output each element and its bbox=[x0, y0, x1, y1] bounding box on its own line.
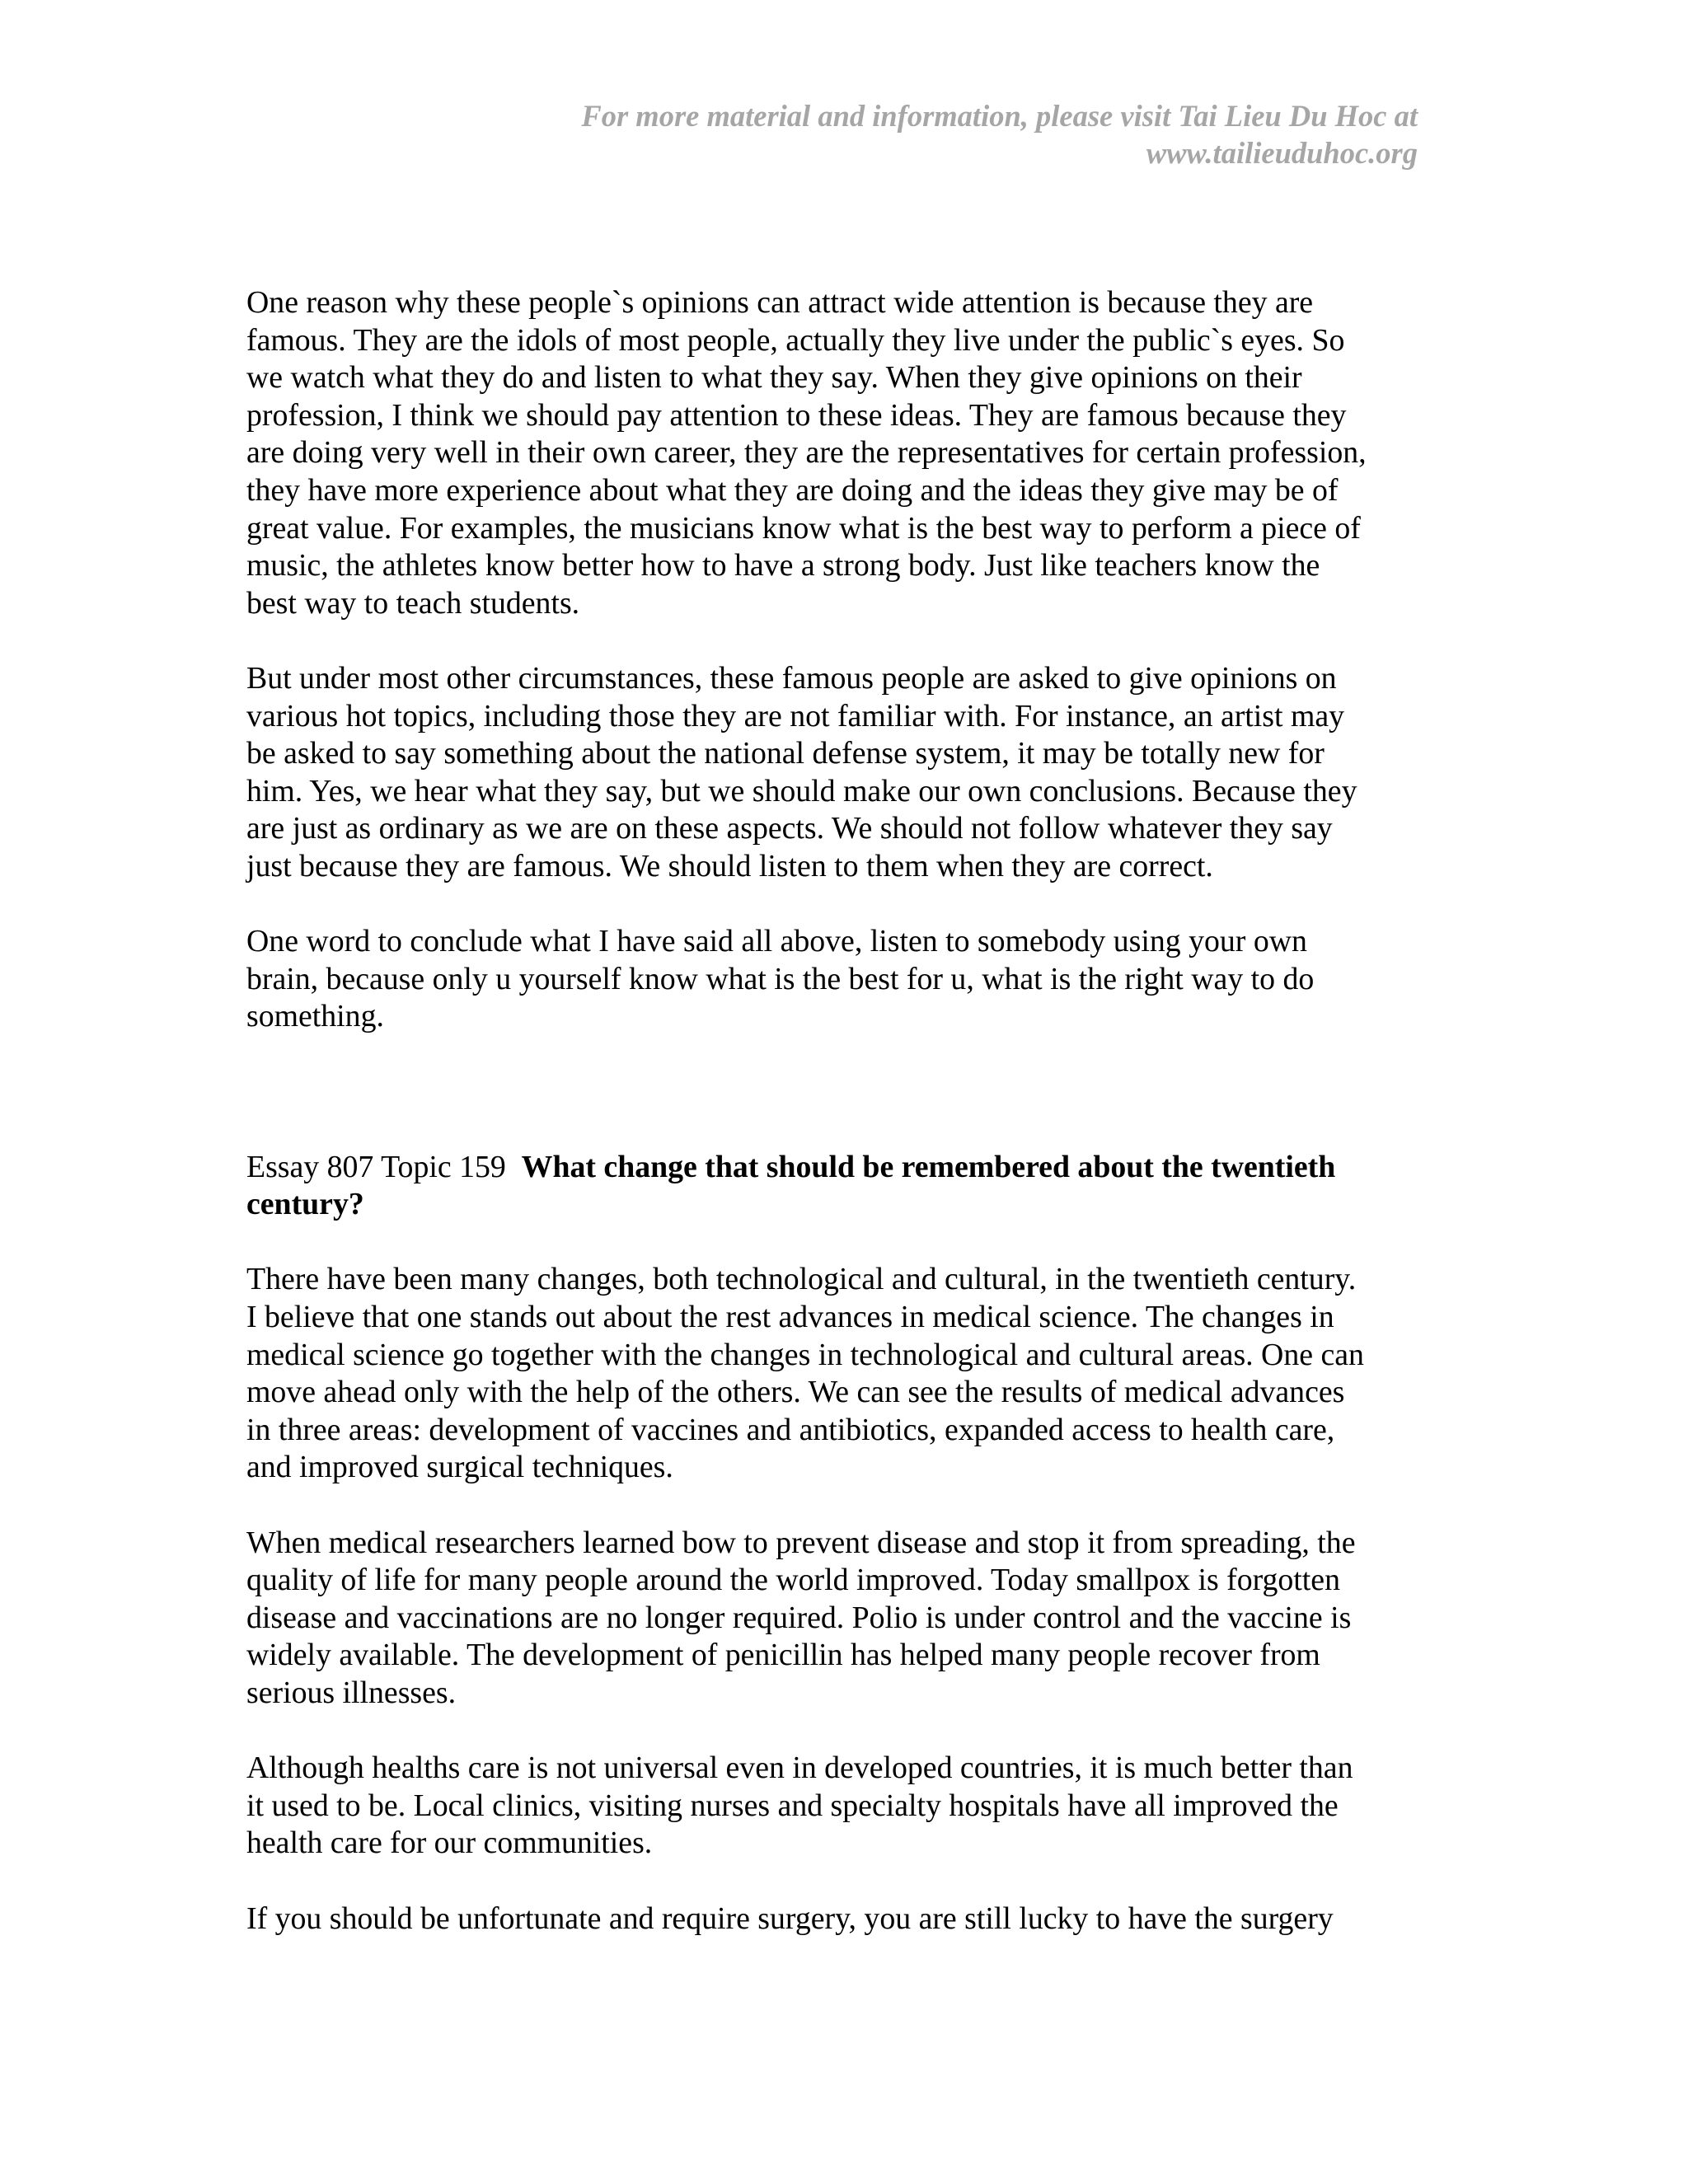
header-line-2: www.tailieuduhoc.org bbox=[1146, 136, 1418, 170]
text-line: One word to conclude what I have said all above, listen to somebody using your own bbox=[246, 924, 1307, 959]
paragraph-1 bbox=[246, 284, 1433, 622]
text-line: When medical researchers learned bow to prevent disease and stop it from spreading, the bbox=[246, 1525, 1356, 1560]
essay-number: Essay 807 Topic 159 bbox=[246, 1149, 506, 1184]
text-line: One reason why these people`s opinions can attract wide attention is because they are bbox=[246, 285, 1314, 320]
text-line: and improved surgical techniques. bbox=[246, 1450, 673, 1485]
text-line: I believe that one stands out about the rest advances in medical science. The changes in bbox=[246, 1300, 1334, 1335]
text-line: various hot topics, including those they are not familiar with. For instance, an artist may bbox=[246, 698, 1345, 733]
essay-title-continued: century? bbox=[246, 1187, 364, 1222]
paragraph-6 bbox=[246, 1750, 1433, 1863]
text-line: something. bbox=[246, 999, 384, 1034]
essay-heading-line-1 bbox=[246, 1149, 1433, 1187]
text-line: him. Yes, we hear what they say, but we should make our own conclusions. Because they bbox=[246, 773, 1357, 808]
text-line: widely available. The development of penicillin has helped many people recover from bbox=[246, 1638, 1320, 1673]
text-line: move ahead only with the help of the others. We can see the results of medical advances bbox=[246, 1375, 1345, 1410]
text-line: health care for our communities. bbox=[246, 1825, 653, 1861]
text-line: quality of life for many people around the world improved. Today smallpox is forgotten bbox=[246, 1563, 1340, 1598]
paragraph-5 bbox=[246, 1525, 1433, 1713]
paragraph-3 bbox=[246, 923, 1433, 1036]
text-line: in three areas: development of vaccines and antibiotics, expanded access to health care, bbox=[246, 1412, 1335, 1447]
paragraph-2 bbox=[246, 660, 1433, 886]
text-line: But under most other circumstances, these famous people are asked to give opinions on bbox=[246, 660, 1337, 696]
text-line: profession, I think we should pay attention to these ideas. They are famous because they bbox=[246, 397, 1347, 433]
text-line: serious illnesses. bbox=[246, 1675, 457, 1710]
text-line: we watch what they do and listen to what they say. When they give opinions on their bbox=[246, 360, 1302, 396]
text-line: they have more experience about what they are doing and the ideas they give may be of bbox=[246, 472, 1339, 508]
text-line: If you should be unfortunate and require surgery, you are still lucky to have the surgery bbox=[246, 1900, 1334, 1936]
text-line: it used to be. Local clinics, visiting nurses and specialty hospitals have all improved the bbox=[246, 1788, 1339, 1823]
text-line: There have been many changes, both technological and cultural, in the twentieth century. bbox=[246, 1262, 1357, 1297]
essay-heading bbox=[246, 1149, 1433, 1224]
text-line: music, the athletes know better how to have a strong body. Just like teachers know the bbox=[246, 548, 1320, 583]
text-line: famous. They are the idols of most people, actually they live under the public`s eyes. So bbox=[246, 322, 1345, 358]
text-line: disease and vaccinations are no longer required. Polio is under control and the vaccine is bbox=[246, 1600, 1352, 1635]
text-line: medical science go together with the changes in technological and cultural areas. One can bbox=[246, 1337, 1364, 1372]
paragraph-4 bbox=[246, 1261, 1433, 1487]
text-line: just because they are famous. We should listen to them when they are correct. bbox=[246, 848, 1213, 883]
paragraph-7 bbox=[246, 1900, 1433, 1938]
text-line: Although healths care is not universal even in developed countries, it is much better than bbox=[246, 1750, 1353, 1786]
document-body bbox=[246, 284, 1433, 1938]
text-line: brain, because only u yourself know what is the best for u, what is the right way to do bbox=[246, 961, 1315, 996]
text-line: best way to teach students. bbox=[246, 585, 580, 621]
header-line-1: For more material and information, please visit Tai Lieu Du Hoc at bbox=[581, 99, 1418, 133]
page-header bbox=[429, 97, 1418, 171]
text-line: be asked to say something about the national defense system, it may be totally new for bbox=[246, 736, 1325, 771]
text-line: great value. For examples, the musicians know what is the best way to perform a piece of bbox=[246, 510, 1361, 546]
text-line: are doing very well in their own career, they are the representatives for certain profession, bbox=[246, 435, 1367, 471]
text-line: are just as ordinary as we are on these aspects. We should not follow whatever they say bbox=[246, 811, 1333, 846]
essay-title: What change that should be remembered about the twentieth bbox=[521, 1149, 1336, 1184]
essay-heading-line-2 bbox=[246, 1186, 1433, 1224]
